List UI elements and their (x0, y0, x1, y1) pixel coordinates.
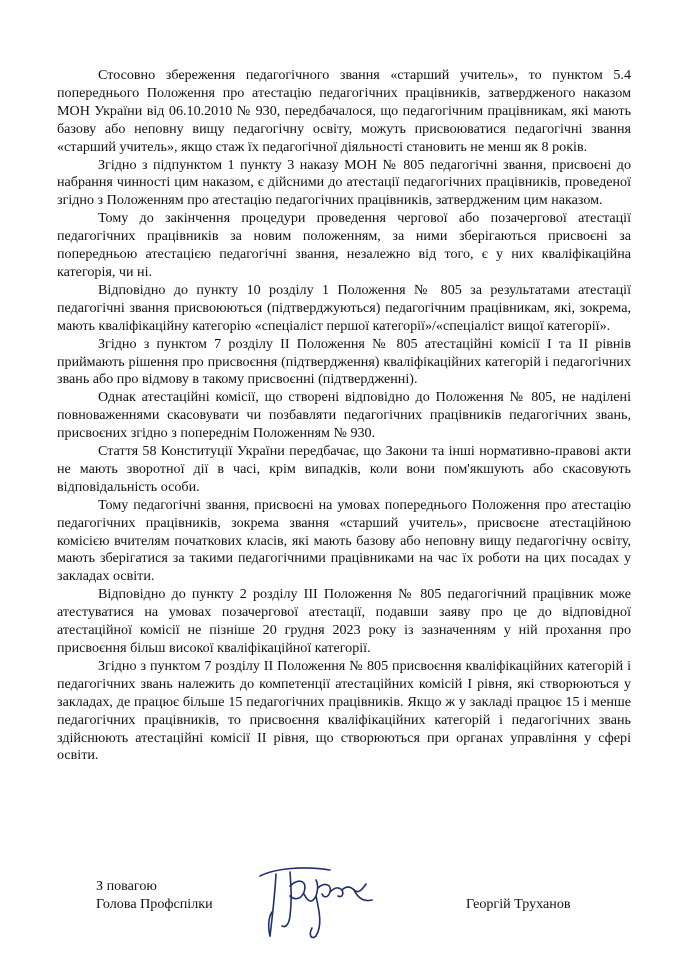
signer-name: Георгій Труханов (466, 896, 571, 912)
document-body (57, 67, 631, 765)
paragraph: Тому до закінчення процедури проведення чергової або позачергової атестації педагогічних працівників за новим положенням, за ними зберігаються присвоєні за попередньою атестацією педагогічні звання, незалежно від того, є у них кваліфікаційна категорія, чи ні. (57, 210, 631, 280)
paragraph: Відповідно до пункту 10 розділу 1 Положення № 805 за результатами атестації педагогічні звання присвоюються (підтверджуються) педагогічним працівникам, які, зокрема, мають кваліфікаційну категорію «спеціаліст першої категорії»/«спеціаліст вищої категорії». (57, 281, 631, 334)
paragraph: Згідно з пунктом 7 розділу ІІ Положення № 805 присвоєння кваліфікаційних категорій і педагогічних звань належить до компетенції атестаційних комісій І рівня, які створюються у закладах, де працює більше 15 педагогічних працівників. Якщо ж у закладі працює 15 і менше педагогічних працівників, то присвоєння кваліфікаційних категорій і педагогічних звань здійснюють атестаційні комісії ІІ рівня, що створюються при органах управління у сфері освіти. (57, 657, 631, 764)
signer-position: Голова Профспілки (96, 896, 213, 912)
paragraph: Однак атестаційні комісії, що створені відповідно до Положення № 805, не наділені повноваженнями скасовувати чи позбавляти педагогічних працівників педагогічних звань, присвоєних згідно з попереднім Положенням № 930. (57, 389, 631, 442)
paragraph: Стаття 58 Конституції України передбачає, що Закони та інші нормативно-правові акти не мають зворотної дії в часі, крім випадків, коли вони пом'якшують або скасовують відповідальність особи. (57, 443, 631, 495)
paragraph: Згідно з пунктом 7 розділу ІІ Положення № 805 атестаційні комісії І та ІІ рівнів приймають рішення про присвоєння (підтвердження) кваліфікаційних категорій і педагогічних звань або про відмову в такому присвоєнні (підтвердженні). (57, 335, 631, 388)
signature-block-left (96, 877, 213, 913)
closing-text: З повагою (96, 878, 157, 894)
handwritten-signature (246, 856, 382, 942)
paragraph: Стосовно збереження педагогічного звання «старший учитель», то пунктом 5.4 попереднього Положення про атестацію педагогічних працівників, затвердженого наказом МОН України від 06.10.2010 № 930, передбачалося, що педагогічним працівникам, які мають базову або неповну вищу педагогічну освіту, можуть присвоюватися педагогічні звання «старший учитель», якщо стаж їх педагогічної діяльності становить не менш як 8 років. (57, 67, 631, 155)
paragraph: Тому педагогічні звання, присвоєні на умовах попереднього Положення про атестацію педагогічних працівників, зокрема звання «старший учитель», присвоєне атестаційною комісією вчителям початкових класів, які мають базову або неповну вищу педагогічну освіту, мають зберігатися за такими педагогічними працівниками на час їх роботи на цих посадах у закладах освіти. (57, 496, 631, 585)
paragraph: Відповідно до пункту 2 розділу ІІІ Положення № 805 педагогічний працівник може атестуватися на умовах позачергової атестації, подавши заяву про це до відповідної атестаційної комісії не пізніше 20 грудня 2023 року із зазначенням у ній прохання про присвоєння більш високої кваліфікаційної категорії. (57, 586, 631, 656)
paragraph: Згідно з підпунктом 1 пункту 3 наказу МОН № 805 педагогічні звання, присвоєні до набрання чинності цим наказом, є дійсними до атестації педагогічних працівників, проведеної згідно з Положенням про атестацію педагогічних працівників, затвердженим цим наказом. (57, 156, 631, 209)
